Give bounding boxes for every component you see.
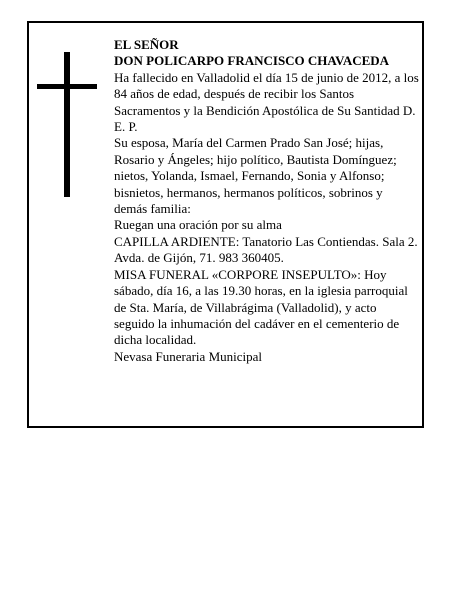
- funeral-home: Nevasa Funeraria Municipal: [114, 348, 263, 364]
- cross-icon: [64, 52, 70, 197]
- death-announcement: Ha fallecido en Valladolid el día 15 de junio de 2012, a los 84 años de edad, después de recibir los Santos Sacramentos y la Bendición Apostólica de Su Santidad D. E. P.: [114, 69, 419, 135]
- funeral-info: MISA FUNERAL «CORPORE INSEPULTO»: Hoy sábado, día 16, a las 19.30 horas, en la iglesia parroquial de Sta. María, de Villabrágima (Valladolid), y acto seguido la inhumación del cadáver en el cementerio de dicha localidad.: [114, 266, 408, 348]
- notice-title: EL SEÑOR: [114, 37, 179, 52]
- cross-icon-bar: [37, 84, 97, 89]
- family-list: Su esposa, María del Carmen Prado San José; hijas, Rosario y Ángeles; hijo político, Bautista Domínguez; nietos, Yolanda, Ismael, Fernando, Sonia y Alfonso; bisnietos, hermanos, hermanos políticos, sobrinos y demás familia:: [114, 135, 397, 217]
- deceased-name: DON POLICARPO FRANCISCO CHAVACEDA: [114, 53, 390, 69]
- prayer-request: Ruegan una oración por su alma: [114, 217, 282, 233]
- obituary-text: [114, 37, 419, 365]
- chapel-info: CAPILLA ARDIENTE: Tanatorio Las Contiendas. Sala 2. Avda. de Gijón, 71. 983 360405.: [114, 233, 418, 266]
